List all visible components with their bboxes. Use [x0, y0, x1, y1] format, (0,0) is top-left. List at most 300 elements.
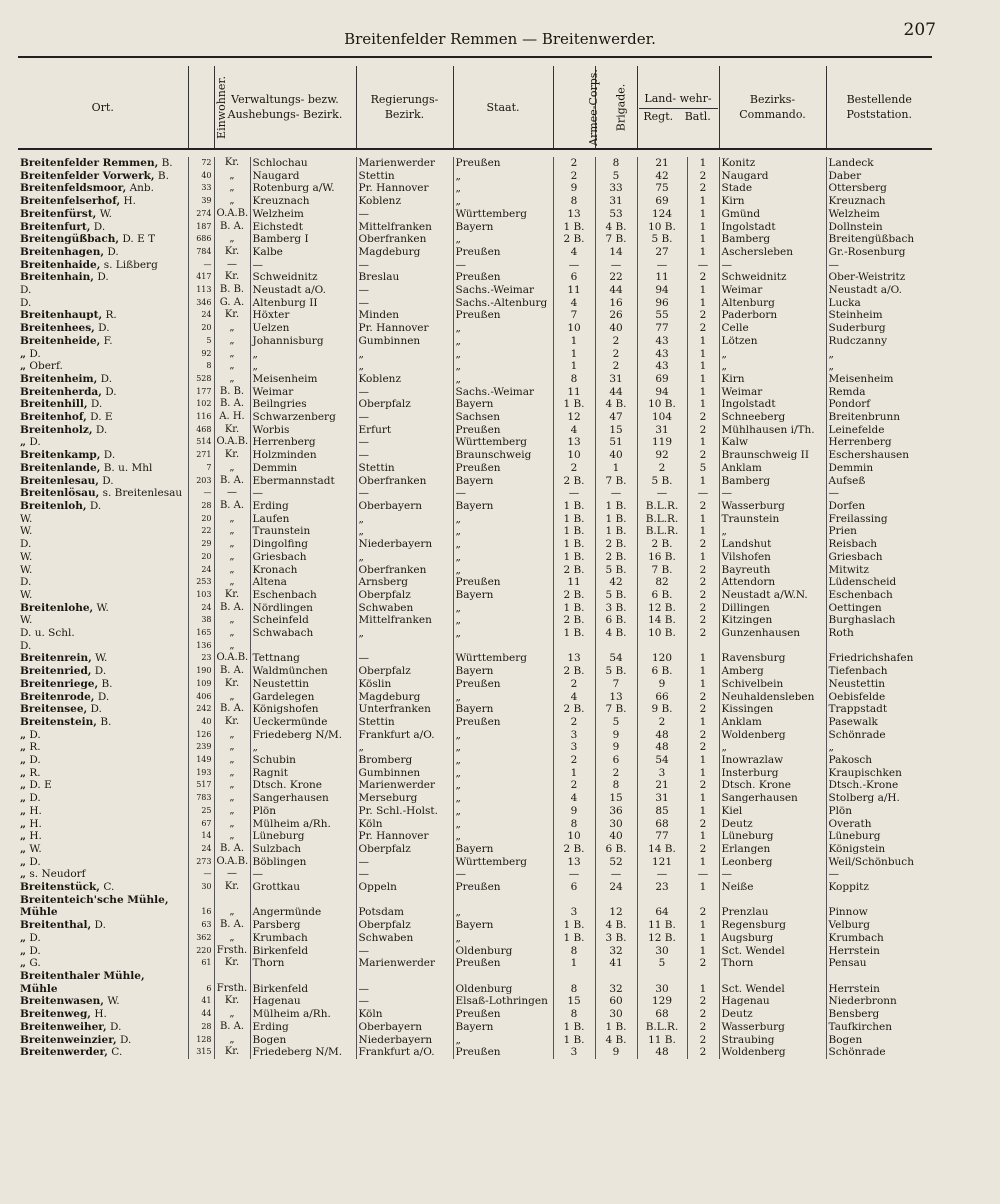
- bezirks-commando-cell: Mühlhausen i/Th.: [719, 424, 826, 437]
- place-name: „: [20, 855, 27, 868]
- landwehr-regt-cell: 129: [637, 995, 687, 1008]
- brigade-cell: [595, 970, 637, 983]
- landwehr-regt-cell: [637, 970, 687, 983]
- inhabitants-cell: 271: [188, 449, 214, 462]
- armee-corps-cell: [553, 970, 595, 983]
- bezirks-commando-cell: Neiße: [719, 881, 826, 894]
- place-name-cell: [18, 640, 188, 653]
- landwehr-batl-cell: 1: [687, 805, 719, 818]
- brigade-cell: 9: [595, 729, 637, 742]
- place-name: „: [20, 779, 27, 792]
- landwehr-batl-cell: 1: [687, 551, 719, 564]
- place-name-cell: [18, 1034, 188, 1047]
- brigade-cell: 2: [595, 360, 637, 373]
- regierungs-bezirk-cell: [356, 640, 453, 653]
- inhabitants-cell: 22: [188, 525, 214, 538]
- table-row: [18, 309, 932, 322]
- regierungs-bezirk-cell: Mittelfranken: [356, 614, 453, 627]
- top-rule: [18, 56, 932, 58]
- poststation-cell: Ottersberg: [826, 182, 932, 195]
- landwehr-regt-cell: 30: [637, 983, 687, 996]
- inhabitants-cell: 29: [188, 538, 214, 551]
- bezirks-commando-cell: —: [719, 868, 826, 881]
- brigade-cell: —: [595, 259, 637, 272]
- place-name: „: [20, 436, 27, 449]
- bezirks-commando-cell: Kissingen: [719, 703, 826, 716]
- bezirks-commando-cell: Aschersleben: [719, 246, 826, 259]
- bezirks-commando-cell: Bayreuth: [719, 564, 826, 577]
- state-cell: „: [453, 779, 553, 792]
- state-cell: Oldenburg: [453, 945, 553, 958]
- table-row: [18, 729, 932, 742]
- place-name-cell: [18, 983, 188, 996]
- place-name-cell: [18, 157, 188, 170]
- armee-corps-cell: 2 B.: [553, 614, 595, 627]
- landwehr-batl-cell: [687, 640, 719, 653]
- district-cell: Schubin: [250, 754, 356, 767]
- inhabitants-cell: 203: [188, 475, 214, 488]
- place-type: D.: [93, 220, 106, 233]
- bezirks-commando-cell: Weimar: [719, 386, 826, 399]
- poststation-cell: —: [826, 259, 932, 272]
- inhabitants-cell: 20: [188, 513, 214, 526]
- armee-corps-cell: 8: [553, 195, 595, 208]
- poststation-cell: Burghaslach: [826, 614, 932, 627]
- landwehr-regt-cell: [637, 894, 687, 907]
- landwehr-batl-cell: 1: [687, 652, 719, 665]
- table-row: [18, 792, 932, 805]
- col-header-ort: Ort.: [18, 66, 188, 149]
- district-type-cell: B. A.: [214, 665, 250, 678]
- state-cell: Preußen: [453, 576, 553, 589]
- regierungs-bezirk-cell: Stettin: [356, 462, 453, 475]
- armee-corps-cell: 13: [553, 208, 595, 221]
- place-type: D.: [29, 931, 41, 944]
- armee-corps-cell: 10: [553, 830, 595, 843]
- brigade-cell: 1 B.: [595, 1021, 637, 1034]
- bezirks-commando-cell: Wasserburg: [719, 1021, 826, 1034]
- brigade-cell: 1 B.: [595, 513, 637, 526]
- state-cell: „: [453, 906, 553, 919]
- landwehr-regt-cell: 6 B.: [637, 665, 687, 678]
- state-cell: „: [453, 170, 553, 183]
- district-type-cell: „: [214, 640, 250, 653]
- armee-corps-cell: —: [553, 868, 595, 881]
- district-type-cell: „: [214, 741, 250, 754]
- district-cell: Griesbach: [250, 551, 356, 564]
- bezirks-commando-cell: Sct. Wendel: [719, 983, 826, 996]
- armee-corps-cell: 1 B.: [553, 525, 595, 538]
- place-name-cell: [18, 487, 188, 500]
- col-header-brigade: Brigade.: [595, 66, 637, 149]
- district-type-cell: „: [214, 373, 250, 386]
- state-cell: Bayern: [453, 589, 553, 602]
- place-type: W.: [99, 207, 112, 220]
- district-cell: —: [250, 868, 356, 881]
- district-cell: Ueckermünde: [250, 716, 356, 729]
- district-cell: Waldmünchen: [250, 665, 356, 678]
- district-type-cell: „: [214, 830, 250, 843]
- poststation-cell: Herrstein: [826, 945, 932, 958]
- place-name-cell: [18, 970, 188, 983]
- brigade-cell: 13: [595, 691, 637, 704]
- regierungs-bezirk-cell: Magdeburg: [356, 246, 453, 259]
- place-type: D.: [29, 792, 41, 805]
- place-name: „: [20, 957, 27, 970]
- state-cell: „: [453, 754, 553, 767]
- armee-corps-cell: 1 B.: [553, 221, 595, 234]
- table-row: [18, 856, 932, 869]
- place-name: Breitenlande,: [20, 461, 101, 474]
- table-row: [18, 246, 932, 259]
- bezirks-commando-cell: Ingolstadt: [719, 398, 826, 411]
- poststation-cell: Pinnow: [826, 906, 932, 919]
- place-name-cell: [18, 411, 188, 424]
- place-name: „: [20, 360, 27, 373]
- landwehr-batl-cell: 2: [687, 170, 719, 183]
- landwehr-regt-cell: B.L.R.: [637, 1021, 687, 1034]
- regierungs-bezirk-cell: Oberpfalz: [356, 665, 453, 678]
- armee-corps-cell: 2 B.: [553, 665, 595, 678]
- table-body: [18, 149, 932, 1059]
- state-cell: Oldenburg: [453, 983, 553, 996]
- regierungs-bezirk-cell: Oberpfalz: [356, 398, 453, 411]
- table-row: [18, 348, 932, 361]
- armee-corps-cell: 2 B.: [553, 589, 595, 602]
- district-cell: Ragnit: [250, 767, 356, 780]
- district-type-cell: „: [214, 513, 250, 526]
- poststation-cell: Rudczanny: [826, 335, 932, 348]
- district-cell: Hagenau: [250, 995, 356, 1008]
- place-name: Breitenfelder Vorwerk,: [20, 169, 155, 182]
- col-header-batl: Batl.: [684, 109, 711, 123]
- landwehr-batl-cell: 2: [687, 818, 719, 831]
- inhabitants-cell: 20: [188, 322, 214, 335]
- landwehr-regt-cell: 10 B.: [637, 398, 687, 411]
- brigade-cell: 3 B.: [595, 932, 637, 945]
- place-type: D.: [95, 423, 108, 436]
- place-name-cell: [18, 576, 188, 589]
- landwehr-batl-cell: 1: [687, 221, 719, 234]
- inhabitants-cell: 24: [188, 564, 214, 577]
- landwehr-batl-cell: 2: [687, 424, 719, 437]
- col-header-armee-corps: Armee-Corps.: [553, 66, 595, 149]
- landwehr-batl-cell: 1: [687, 157, 719, 170]
- landwehr-batl-cell: 2: [687, 1021, 719, 1034]
- district-cell: Parsberg: [250, 919, 356, 932]
- bezirks-commando-cell: Sangerhausen: [719, 792, 826, 805]
- landwehr-regt-cell: 27: [637, 246, 687, 259]
- col-header-regt: Regt.: [643, 109, 674, 123]
- poststation-cell: Herrenberg: [826, 436, 932, 449]
- col-header-einwohner: Einwohner.: [188, 66, 214, 149]
- landwehr-regt-cell: 48: [637, 1046, 687, 1059]
- regierungs-bezirk-cell: Bromberg: [356, 754, 453, 767]
- inhabitants-cell: 41: [188, 995, 214, 1008]
- regierungs-bezirk-cell: Köln: [356, 818, 453, 831]
- landwehr-regt-cell: B.L.R.: [637, 500, 687, 513]
- place-name-cell: [18, 665, 188, 678]
- landwehr-regt-cell: —: [637, 259, 687, 272]
- landwehr-regt-cell: 23: [637, 881, 687, 894]
- place-type: W.: [20, 588, 33, 601]
- bezirks-commando-cell: Thorn: [719, 957, 826, 970]
- state-cell: Preußen: [453, 462, 553, 475]
- state-cell: „: [453, 818, 553, 831]
- landwehr-regt-cell: 11 B.: [637, 1034, 687, 1047]
- bezirks-commando-cell: Sct. Wendel: [719, 945, 826, 958]
- district-cell: [250, 640, 356, 653]
- bezirks-commando-cell: Schneeberg: [719, 411, 826, 424]
- inhabitants-cell: 784: [188, 246, 214, 259]
- district-cell: Demmin: [250, 462, 356, 475]
- brigade-cell: —: [595, 487, 637, 500]
- bezirks-commando-cell: Kirn: [719, 195, 826, 208]
- regierungs-bezirk-cell: „: [356, 551, 453, 564]
- place-name-cell: [18, 360, 188, 373]
- district-type-cell: Kr.: [214, 716, 250, 729]
- brigade-cell: 41: [595, 957, 637, 970]
- regierungs-bezirk-cell: „: [356, 360, 453, 373]
- armee-corps-cell: —: [553, 259, 595, 272]
- place-name: Breitenweg,: [20, 1008, 91, 1021]
- table-row: [18, 957, 932, 970]
- brigade-cell: 1 B.: [595, 525, 637, 538]
- brigade-cell: 16: [595, 297, 637, 310]
- brigade-cell: 36: [595, 805, 637, 818]
- district-cell: Rotenburg a/W.: [250, 182, 356, 195]
- landwehr-regt-cell: 11 B.: [637, 919, 687, 932]
- landwehr-batl-cell: 1: [687, 386, 719, 399]
- landwehr-regt-cell: 9: [637, 678, 687, 691]
- place-type: D.: [97, 690, 110, 703]
- district-cell: Schweidnitz: [250, 271, 356, 284]
- place-name-cell: [18, 754, 188, 767]
- brigade-cell: 32: [595, 945, 637, 958]
- poststation-cell: Schönrade: [826, 1046, 932, 1059]
- table-row: [18, 538, 932, 551]
- place-type: H.: [29, 830, 42, 843]
- district-type-cell: „: [214, 182, 250, 195]
- armee-corps-cell: 1 B.: [553, 398, 595, 411]
- place-type: B.: [100, 715, 112, 728]
- inhabitants-cell: [188, 970, 214, 983]
- district-type-cell: —: [214, 868, 250, 881]
- state-cell: Preußen: [453, 424, 553, 437]
- table-row: [18, 652, 932, 665]
- place-type: B.: [101, 677, 113, 690]
- district-cell: Birkenfeld: [250, 983, 356, 996]
- landwehr-batl-cell: 2: [687, 729, 719, 742]
- regierungs-bezirk-cell: Oberfranken: [356, 564, 453, 577]
- regierungs-bezirk-cell: Stettin: [356, 170, 453, 183]
- district-cell: Kreuznach: [250, 195, 356, 208]
- landwehr-regt-cell: 43: [637, 348, 687, 361]
- landwehr-batl-cell: 2: [687, 589, 719, 602]
- state-cell: „: [453, 182, 553, 195]
- district-type-cell: „: [214, 335, 250, 348]
- poststation-cell: Trappstadt: [826, 703, 932, 716]
- bezirks-commando-cell: „: [719, 348, 826, 361]
- place-name-cell: [18, 805, 188, 818]
- armee-corps-cell: —: [553, 487, 595, 500]
- landwehr-batl-cell: 1: [687, 335, 719, 348]
- landwehr-batl-cell: 1: [687, 830, 719, 843]
- district-cell: Holzminden: [250, 449, 356, 462]
- inhabitants-cell: 20: [188, 551, 214, 564]
- inhabitants-cell: 193: [188, 767, 214, 780]
- inhabitants-cell: 136: [188, 640, 214, 653]
- district-type-cell: „: [214, 1034, 250, 1047]
- table-row: [18, 754, 932, 767]
- brigade-cell: 3 B.: [595, 602, 637, 615]
- landwehr-regt-cell: 48: [637, 741, 687, 754]
- regierungs-bezirk-cell: Köslin: [356, 678, 453, 691]
- district-type-cell: A. H.: [214, 411, 250, 424]
- place-name: Breitenstück,: [20, 881, 100, 894]
- district-cell: Neustadt a/O.: [250, 284, 356, 297]
- place-name-cell: [18, 652, 188, 665]
- district-type-cell: „: [214, 1008, 250, 1021]
- state-cell: „: [453, 335, 553, 348]
- district-type-cell: B. A.: [214, 602, 250, 615]
- place-type: D.: [29, 347, 41, 360]
- district-cell: Ebermannstadt: [250, 475, 356, 488]
- inhabitants-cell: 24: [188, 309, 214, 322]
- landwehr-batl-cell: 2: [687, 614, 719, 627]
- table-row: [18, 945, 932, 958]
- place-type: C.: [103, 881, 115, 894]
- regierungs-bezirk-cell: —: [356, 284, 453, 297]
- armee-corps-cell: 2 B.: [553, 475, 595, 488]
- inhabitants-cell: 783: [188, 792, 214, 805]
- landwehr-batl-cell: [687, 894, 719, 907]
- bezirks-commando-cell: Anklam: [719, 462, 826, 475]
- table-row: [18, 640, 932, 653]
- district-type-cell: „: [214, 792, 250, 805]
- landwehr-batl-cell: 2: [687, 602, 719, 615]
- bezirks-commando-cell: [719, 970, 826, 983]
- landwehr-regt-cell: 82: [637, 576, 687, 589]
- table-row: [18, 995, 932, 1008]
- armee-corps-cell: 2: [553, 678, 595, 691]
- state-cell: „: [453, 525, 553, 538]
- place-name: Breitenhaupt,: [20, 309, 103, 322]
- state-cell: „: [453, 348, 553, 361]
- poststation-cell: Gr.-Rosenburg: [826, 246, 932, 259]
- district-type-cell: —: [214, 487, 250, 500]
- table-row: [18, 564, 932, 577]
- place-name: „: [20, 830, 27, 843]
- landwehr-regt-cell: 68: [637, 1008, 687, 1021]
- page-number: 207: [903, 20, 936, 40]
- place-type: D.: [29, 855, 41, 868]
- district-type-cell: Kr.: [214, 1046, 250, 1059]
- district-cell: Welzheim: [250, 208, 356, 221]
- place-name: Breitenherda,: [20, 385, 102, 398]
- regierungs-bezirk-cell: Frankfurt a/O.: [356, 1046, 453, 1059]
- regierungs-bezirk-cell: Koblenz: [356, 195, 453, 208]
- inhabitants-cell: 6: [188, 983, 214, 996]
- table-row: [18, 182, 932, 195]
- landwehr-regt-cell: 64: [637, 906, 687, 919]
- place-name-cell: [18, 322, 188, 335]
- place-name: „: [20, 868, 27, 881]
- landwehr-regt-cell: 5: [637, 957, 687, 970]
- landwehr-regt-cell: 43: [637, 360, 687, 373]
- place-type: W.: [20, 550, 33, 563]
- district-cell: Lüneburg: [250, 830, 356, 843]
- place-name: „: [20, 817, 27, 830]
- district-type-cell: B. A.: [214, 398, 250, 411]
- bezirks-commando-cell: [719, 640, 826, 653]
- state-cell: „: [453, 538, 553, 551]
- district-type-cell: B. A.: [214, 843, 250, 856]
- brigade-cell: 33: [595, 182, 637, 195]
- brigade-cell: 30: [595, 818, 637, 831]
- table-row: [18, 805, 932, 818]
- landwehr-regt-cell: 94: [637, 284, 687, 297]
- armee-corps-cell: 2: [553, 157, 595, 170]
- place-type: W.: [95, 652, 108, 665]
- table-row: [18, 703, 932, 716]
- poststation-cell: Overath: [826, 818, 932, 831]
- inhabitants-cell: 273: [188, 856, 214, 869]
- col-header-landwehr: Land- wehr- Regt. Batl.: [637, 66, 719, 149]
- state-cell: „: [453, 767, 553, 780]
- state-cell: „: [453, 691, 553, 704]
- table-row: [18, 602, 932, 615]
- regierungs-bezirk-cell: „: [356, 741, 453, 754]
- inhabitants-cell: 149: [188, 754, 214, 767]
- table-row: [18, 221, 932, 234]
- brigade-cell: 2: [595, 335, 637, 348]
- table-row: [18, 487, 932, 500]
- landwehr-regt-cell: 5 B.: [637, 233, 687, 246]
- place-name-cell: [18, 957, 188, 970]
- place-type: R.: [105, 309, 117, 322]
- brigade-cell: 51: [595, 436, 637, 449]
- landwehr-batl-cell: —: [687, 487, 719, 500]
- district-cell: Dingolfing: [250, 538, 356, 551]
- regierungs-bezirk-cell: Pr. Hannover: [356, 322, 453, 335]
- armee-corps-cell: 12: [553, 411, 595, 424]
- poststation-cell: Roth: [826, 627, 932, 640]
- place-name-cell: [18, 1046, 188, 1059]
- place-name: Breitenlesau,: [20, 474, 99, 487]
- place-name-cell: [18, 297, 188, 310]
- regierungs-bezirk-cell: —: [356, 868, 453, 881]
- bezirks-commando-cell: Insterburg: [719, 767, 826, 780]
- bezirks-commando-cell: Straubing: [719, 1034, 826, 1047]
- state-cell: „: [453, 614, 553, 627]
- armee-corps-cell: 1 B.: [553, 627, 595, 640]
- table-row: [18, 843, 932, 856]
- place-name-cell: [18, 182, 188, 195]
- poststation-cell: [826, 970, 932, 983]
- inhabitants-cell: 40: [188, 170, 214, 183]
- place-name-cell: [18, 716, 188, 729]
- inhabitants-cell: 346: [188, 297, 214, 310]
- state-cell: Bayern: [453, 475, 553, 488]
- landwehr-regt-cell: 43: [637, 335, 687, 348]
- bezirks-commando-cell: Traunstein: [719, 513, 826, 526]
- regierungs-bezirk-cell: —: [356, 945, 453, 958]
- landwehr-batl-cell: 5: [687, 462, 719, 475]
- state-cell: Württemberg: [453, 208, 553, 221]
- district-cell: Beilngries: [250, 398, 356, 411]
- landwehr-regt-cell: 69: [637, 373, 687, 386]
